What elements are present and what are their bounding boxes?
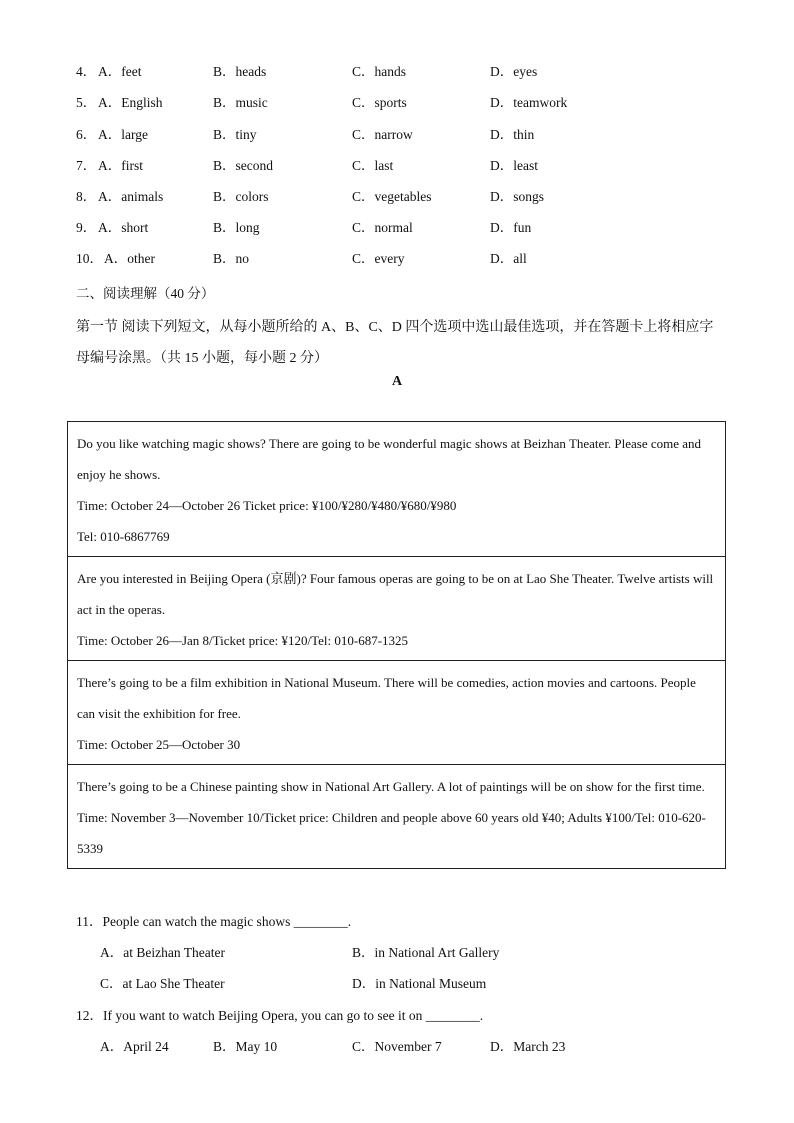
question-number: 10． (76, 251, 103, 266)
option-d: D．least (490, 158, 538, 173)
ad-text: Are you interested in Beijing Opera (京剧)? Four famous operas are going to be on at Lao She Theater. Twelve artists will act in the operas. (77, 571, 714, 617)
option-b: B．long (213, 220, 260, 235)
option-a: A．short (98, 220, 149, 235)
question-11-option-a: A．at Beizhan Theater (100, 945, 225, 960)
option-d: D．eyes (490, 64, 538, 79)
question-12-option-c: C．November 7 (352, 1039, 442, 1054)
option-a: A．English (98, 95, 163, 110)
passage-letter: A (391, 374, 403, 389)
option-c: C．normal (352, 220, 413, 235)
option-c: C．last (352, 158, 394, 173)
question-11-option-d: D．in National Museum (352, 976, 487, 991)
section-instructions: 第一节 阅读下列短文，从每小题所给的 A、B、C、D 四个选项中选山最佳选项，并在答题卡上将相应字母编号涂黑。（共 15 小题，每小题 2 分） (76, 320, 714, 366)
question-number: 9． (76, 220, 97, 235)
option-a: A．other (104, 251, 155, 266)
question-12-option-d: D．March 23 (490, 1039, 566, 1054)
option-a: A．first (98, 158, 143, 173)
option-b: B．music (213, 95, 268, 110)
option-d: D．songs (490, 189, 545, 204)
option-b: B．second (213, 158, 273, 173)
section-title: 二、阅读理解（40 分） (76, 286, 215, 301)
option-d: D．thin (490, 127, 535, 142)
option-d: D．all (490, 251, 527, 266)
question-11-option-b: B．in National Art Gallery (352, 945, 500, 960)
ad-film-exhibition (68, 661, 725, 765)
option-c: C．every (352, 251, 405, 266)
ad-time: Time: October 25—October 30 (77, 737, 241, 752)
ad-time-price: Time: October 26—Jan 8/Ticket price: ¥120/Tel: 010-687-1325 (77, 633, 409, 648)
option-a: A．animals (98, 189, 164, 204)
question-12-option-a: A．April 24 (100, 1039, 169, 1054)
option-b: B．colors (213, 189, 269, 204)
ad-beijing-opera (68, 557, 725, 661)
option-b: B．tiny (213, 127, 257, 142)
ad-text: There’s going to be a Chinese painting show in National Art Gallery. A lot of paintings will be on show for the first time. (77, 779, 705, 794)
question-11-option-c: C．at Lao She Theater (100, 976, 225, 991)
option-b: B．heads (213, 64, 267, 79)
option-c: C．sports (352, 95, 407, 110)
option-b: B．no (213, 251, 250, 266)
option-c: C．narrow (352, 127, 413, 142)
question-11-stem: 11．People can watch the magic shows ________. (76, 914, 352, 929)
ad-text: There’s going to be a film exhibition in National Museum. There will be comedies, action movies and cartoons. People can visit the exhibition for free. (77, 675, 696, 721)
ad-magic-shows (68, 422, 725, 557)
option-c: C．vegetables (352, 189, 432, 204)
option-a: 4． (76, 64, 97, 79)
question-number: 6． (76, 127, 97, 142)
ad-time-price: Time: November 3—November 10/Ticket price: Children and people above 60 years old ¥40; Adults ¥100/Tel: 010-620-5339 (77, 810, 706, 856)
question-number: 8． (76, 189, 97, 204)
option-a: A．large (98, 127, 148, 142)
option-d: D．teamwork (490, 95, 568, 110)
ad-tel: Tel: 010-6867769 (77, 529, 170, 544)
question-12-stem: 12．If you want to watch Beijing Opera, you can go to see it on ________. (76, 1008, 484, 1023)
ad-painting-show (68, 765, 725, 868)
option-d: D．fun (490, 220, 532, 235)
question-number: 5． (76, 95, 97, 110)
ad-time-price: Time: October 24—October 26 Ticket price: ¥100/¥280/¥480/¥680/¥980 (77, 498, 457, 513)
ad-text: Do you like watching magic shows? There are going to be wonderful magic shows at Beizhan Theater. Please come and enjoy he shows. (77, 436, 702, 482)
option-c: C．hands (352, 64, 406, 79)
question-12-option-b: B．May 10 (213, 1039, 278, 1054)
ad-table (67, 421, 726, 869)
option-a: A．feet (98, 64, 142, 79)
question-number: 7． (76, 158, 97, 173)
